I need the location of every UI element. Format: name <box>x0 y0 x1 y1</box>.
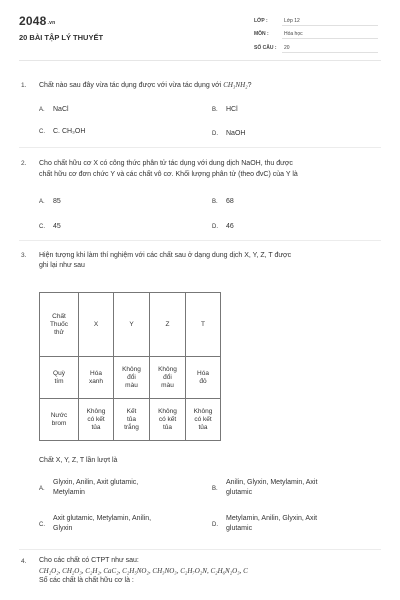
option-letter: B. <box>212 199 218 205</box>
question-line: chất hữu cơ đơn chức Y và các chất vô cơ. Khối lượng phân tử (theo đvC) của Y là <box>39 171 298 178</box>
q2-option-a[interactable] <box>39 197 61 207</box>
cell-line: tủa <box>198 423 208 431</box>
table-cell <box>79 399 114 441</box>
option-line: Anilin, Glyxin, Metylamin, Axit <box>226 479 318 486</box>
column-header-t: T <box>186 293 221 357</box>
option-letter: C. <box>39 522 45 528</box>
option-line: Glyxin, Anilin, Axit glutamic, <box>53 479 139 486</box>
option-letter: D. <box>212 522 218 528</box>
meta-underline <box>282 38 378 39</box>
meta-underline <box>282 25 378 26</box>
cell-line: có kết <box>87 415 105 423</box>
cell-line: Chất <box>52 312 66 320</box>
question-2-text <box>39 158 384 180</box>
cell-line: Thuốc <box>49 320 69 328</box>
cell-line: thử <box>54 328 64 336</box>
option-letter: C. <box>39 224 45 230</box>
cell-line: tủa <box>162 423 173 431</box>
table-cell <box>150 399 186 441</box>
header-divider <box>19 60 381 61</box>
cell-line: Không <box>158 407 177 415</box>
cell-line: Không <box>122 365 141 373</box>
meta-label: LỚP : <box>254 18 268 24</box>
question-divider <box>19 147 381 148</box>
question-line: Cho chất hữu cơ X có công thức phân tử tác dụng với dung dịch NaOH, thu được <box>39 160 293 167</box>
experiment-table <box>39 292 221 441</box>
cell-line: màu <box>125 381 138 389</box>
column-header-x: X <box>79 293 114 357</box>
table-cell <box>150 357 186 399</box>
option-text: NaOH <box>226 130 246 137</box>
table-cell <box>186 357 221 399</box>
question-divider <box>19 240 381 241</box>
meta-value: Lớp 12 <box>284 18 300 24</box>
table-row-litmus <box>40 357 221 399</box>
question-text: Chất nào sau đây vừa tác dụng được với vừa tác dụng với <box>39 82 224 89</box>
cell-line: trắng <box>124 423 139 431</box>
q1-option-b[interactable] <box>212 105 238 115</box>
table-cell <box>114 357 150 399</box>
site-logo[interactable] <box>19 14 55 28</box>
cell-line: Hóa <box>90 369 102 377</box>
column-header-y: Y <box>114 293 150 357</box>
question-line: Hiện tượng khi làm thí nghiệm với các chất sau ở dạng dung dịch X, Y, Z, T được <box>39 252 292 259</box>
question-3-text <box>39 250 384 270</box>
cell-line: xanh <box>88 377 104 385</box>
question-line: Cho các chất có CTPT như sau: <box>39 557 139 564</box>
option-letter: A. <box>39 107 45 113</box>
option-line: Glyxin <box>53 525 73 532</box>
meta-value: Hóa học <box>284 31 303 37</box>
option-line: Metylamin <box>53 489 85 496</box>
option-letter: C. <box>39 129 45 135</box>
option-letter: B. <box>212 486 218 492</box>
cell-line: Không <box>86 407 106 415</box>
meta-underline <box>282 52 378 53</box>
cell-line: đổi <box>163 373 172 381</box>
column-header-z: Z <box>150 293 186 357</box>
cell-line: Kết <box>126 407 137 415</box>
option-text: 85 <box>53 198 61 205</box>
question-text-end: ? <box>247 82 252 89</box>
cell-line: đỏ <box>199 377 207 385</box>
q3-option-a[interactable] <box>39 478 138 498</box>
question-3-prompt: Chất X, Y, Z, T lần lượt là <box>39 457 118 464</box>
option-line: Metylamin, Anilin, Glyxin, Axit <box>226 515 318 522</box>
question-line: ghi lại như sau <box>39 262 85 269</box>
q3-option-b[interactable] <box>212 478 317 498</box>
table-cell <box>79 357 114 399</box>
option-text: HCl <box>226 106 238 113</box>
row-label <box>40 399 79 441</box>
option-letter: D. <box>212 131 218 137</box>
cell-line: Nước <box>50 411 68 419</box>
meta-label: MÔN : <box>254 31 269 37</box>
cell-line: tím <box>54 377 64 385</box>
question-divider <box>19 549 381 550</box>
meta-value: 20 <box>284 45 290 51</box>
option-text: NaCl <box>53 106 69 113</box>
option-text: C. CH₃OH <box>53 128 86 135</box>
question-number: 1. <box>21 82 27 89</box>
q1-option-c[interactable] <box>39 127 85 137</box>
question-1-text <box>39 80 379 91</box>
option-text: 46 <box>226 223 234 230</box>
document-title: 20 BÀI TẬP LÝ THUYẾT <box>19 33 104 42</box>
option-letter: D. <box>212 224 218 230</box>
cell-line: Không <box>193 407 213 415</box>
table-cell <box>114 399 150 441</box>
q2-option-b[interactable] <box>212 197 234 207</box>
logo-text: 2048 <box>19 14 47 28</box>
cell-line: tủa <box>91 423 101 431</box>
formula-list: CH₂O₂, CH₂O₃, C₂H₂, CaC₂, C₂H₅NO₂, CH₃NO₃, C₂H₇O₂N, C₂H₆N₂O₃, C <box>39 567 248 575</box>
meta-label: SỐ CÂU : <box>254 45 277 51</box>
table-header-row <box>40 293 221 357</box>
question-line: Số các chất là chất hữu cơ là : <box>39 577 134 584</box>
q1-option-d[interactable] <box>212 129 245 139</box>
question-number: 2. <box>21 160 27 167</box>
option-letter: A. <box>39 199 45 205</box>
cell-line: Quỳ <box>53 369 65 377</box>
question-number: 3. <box>21 252 27 259</box>
option-line: glutamic <box>226 525 253 532</box>
table-corner-cell <box>40 293 79 357</box>
question-number: 4. <box>21 558 27 565</box>
cell-line: có kết <box>158 415 177 423</box>
q1-option-a[interactable] <box>39 105 69 115</box>
cell-line: màu <box>161 381 174 389</box>
option-text: 68 <box>226 198 234 205</box>
option-letter: B. <box>212 107 218 113</box>
cell-line: Không <box>158 365 177 373</box>
q3-option-c[interactable] <box>39 514 151 534</box>
q2-option-d[interactable] <box>212 222 234 232</box>
cell-line: có kết <box>194 415 212 423</box>
row-label <box>40 357 79 399</box>
cell-line: brom <box>51 419 67 427</box>
option-line: Axit glutamic, Metylamin, Anilin, <box>53 515 152 522</box>
formula: CH₃NH₂ <box>223 81 248 89</box>
table-row-bromine <box>40 399 221 441</box>
table-cell <box>186 399 221 441</box>
option-line: glutamic <box>226 489 253 496</box>
cell-line: đổi <box>127 373 136 381</box>
cell-line: Hóa <box>197 369 209 377</box>
q2-option-c[interactable] <box>39 222 61 232</box>
question-4-text <box>39 556 395 586</box>
option-text: 45 <box>53 223 61 230</box>
logo-suffix: .vn <box>47 20 56 26</box>
q3-option-d[interactable] <box>212 514 317 534</box>
cell-line: tủa <box>126 415 137 423</box>
option-letter: A. <box>39 486 45 492</box>
